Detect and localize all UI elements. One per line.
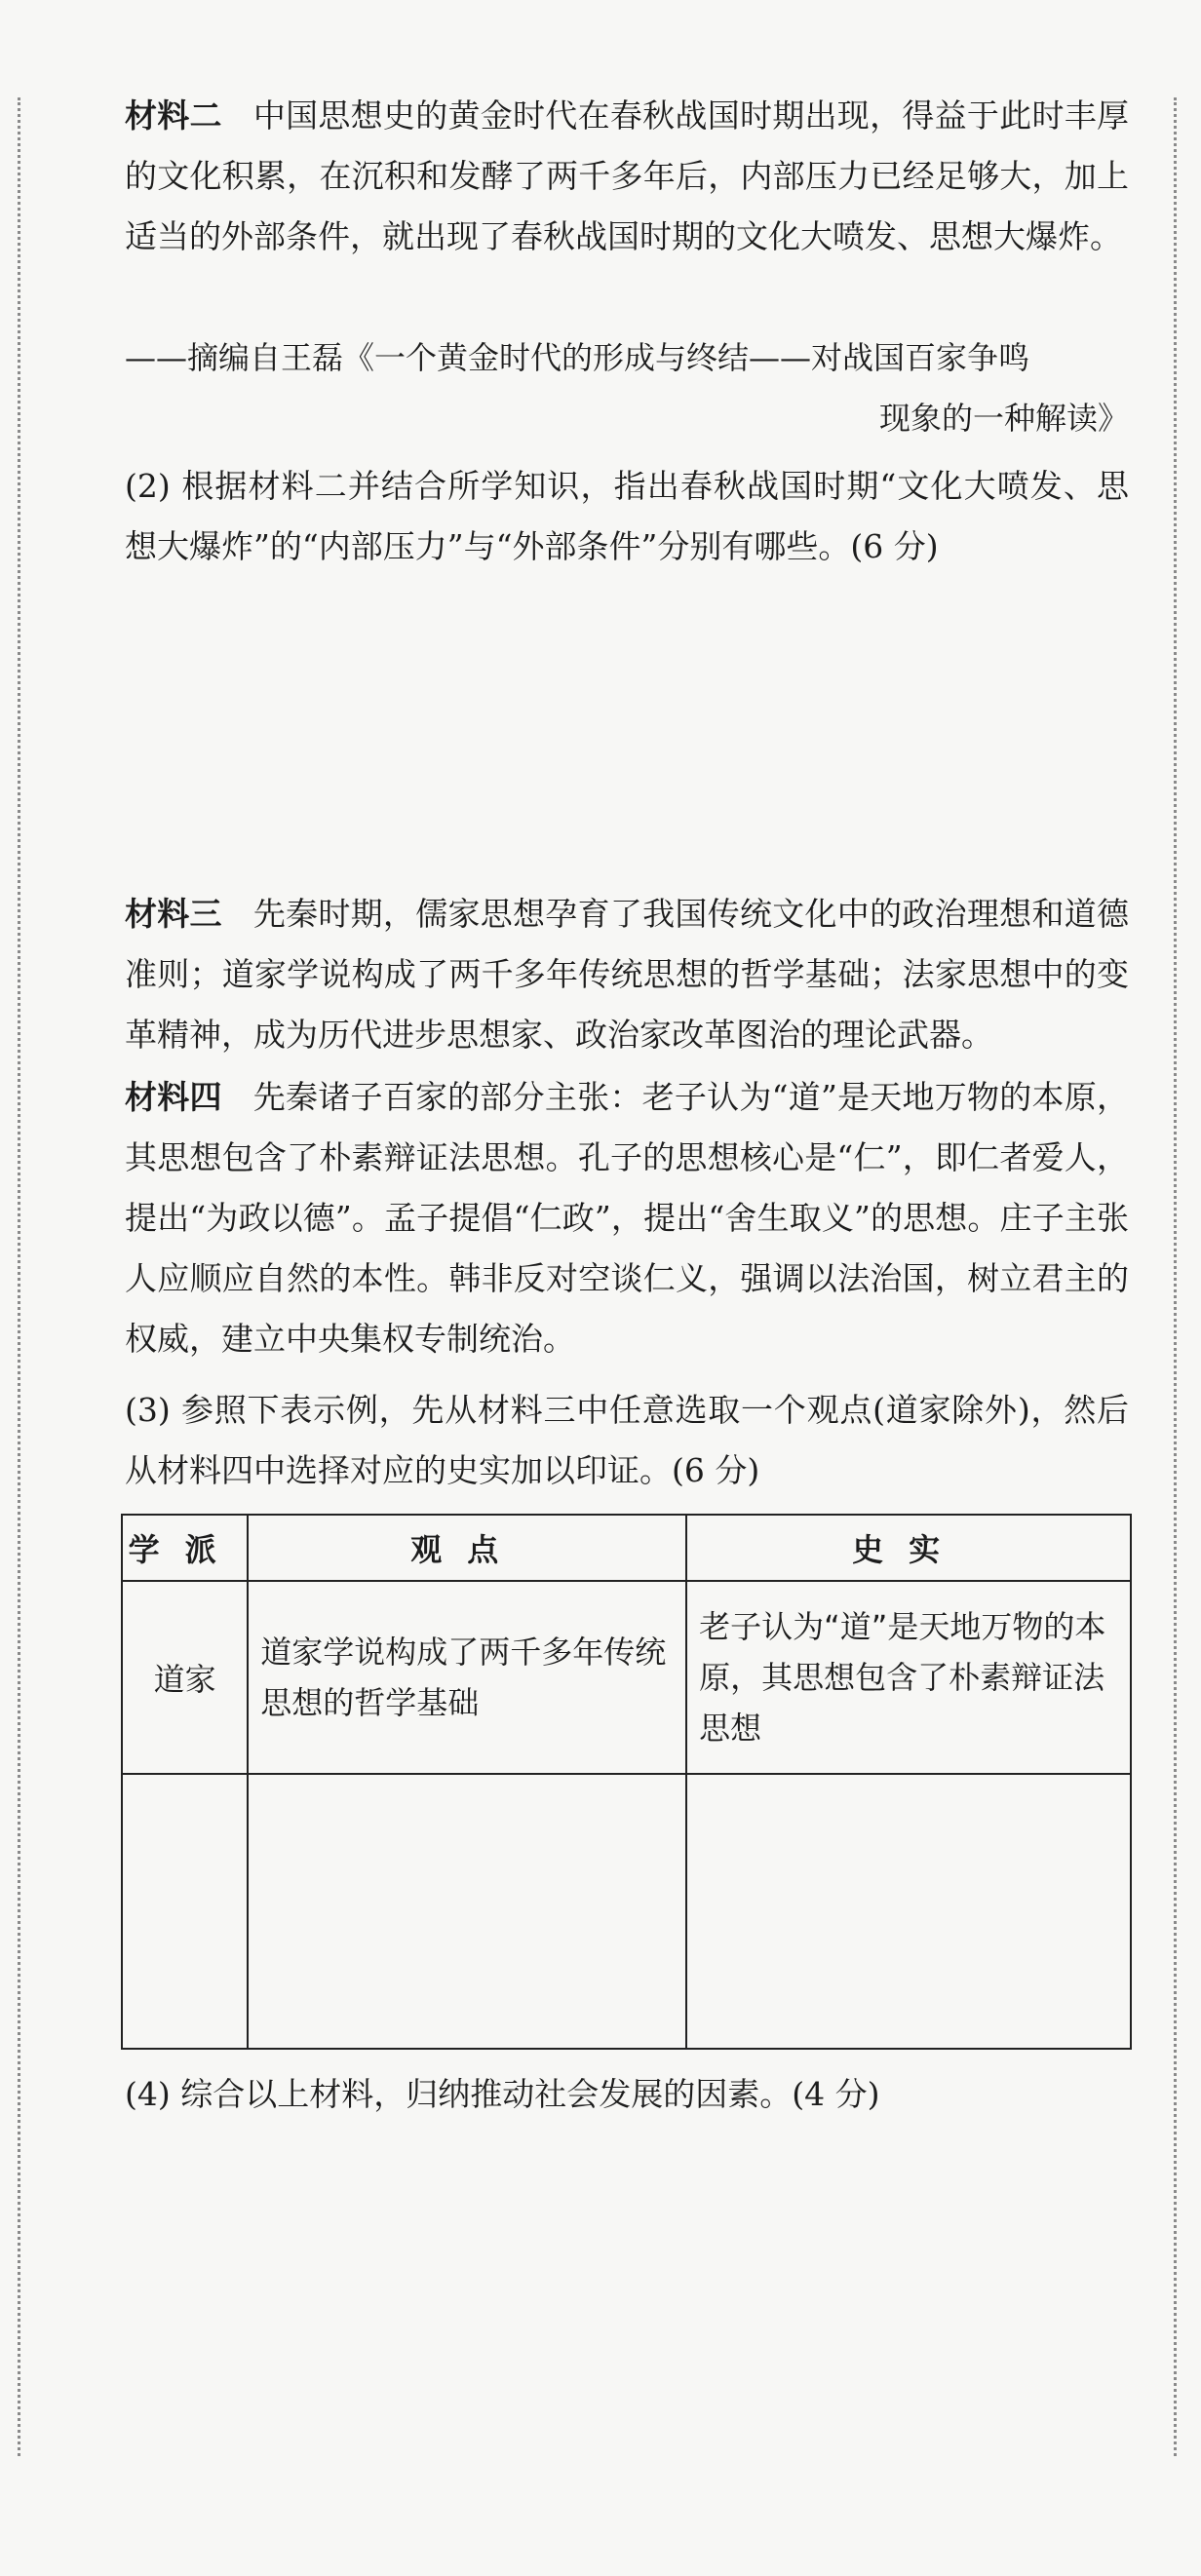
table-header-row bbox=[122, 1515, 1131, 1581]
example-school: 道家 bbox=[122, 1581, 248, 1774]
material-two-source bbox=[125, 327, 1129, 448]
header-viewpoint: 观点 bbox=[248, 1515, 686, 1581]
source-line-2: 现象的一种解读》 bbox=[878, 400, 1129, 437]
material-four-label: 材料四 bbox=[125, 1078, 222, 1116]
material-two-text: 中国思想史的黄金时代在春秋战国时期出现，得益于此时丰厚的文化积累，在沉积和发酵了两千多年后，内部压力已经足够大，加上适当的外部条件，就出现了春秋战国时期的文化大喷发、思想大爆炸。 bbox=[125, 96, 1130, 255]
source-line-1: ——摘编自王磊《一个黄金时代的形成与终结——对战国百家争鸣 bbox=[125, 339, 1030, 376]
blank-fact-cell[interactable] bbox=[686, 1774, 1131, 2049]
question-three: (3) 参照下表示例，先从材料三中任意选取一个观点(道家除外)，然后从材料四中选择对应的史实加以印证。(6 分) bbox=[125, 1391, 1129, 1489]
answer-table bbox=[121, 1514, 1132, 2050]
right-dotted-border bbox=[1174, 97, 1177, 2456]
left-dotted-border bbox=[18, 97, 20, 2456]
material-three bbox=[125, 884, 1129, 1065]
material-four bbox=[125, 1067, 1129, 1369]
blank-school-cell[interactable] bbox=[122, 1774, 248, 2049]
example-fact: 老子认为“道”是天地万物的本原，其思想包含了朴素辩证法思想 bbox=[686, 1581, 1131, 1774]
question-two: (2) 根据材料二并结合所学知识，指出春秋战国时期“文化大喷发、思想大爆炸”的“内部压力”与“外部条件”分别有哪些。(6 分) bbox=[125, 467, 1129, 565]
material-three-label: 材料三 bbox=[125, 895, 222, 933]
example-viewpoint: 道家学说构成了两千多年传统思想的哲学基础 bbox=[248, 1581, 686, 1774]
material-four-text: 先秦诸子百家的部分主张：老子认为“道”是天地万物的本原，其思想包含了朴素辩证法思想。孔子的思想核心是“仁”，即仁者爱人，提出“为政以德”。孟子提倡“仁政”，提出“舍生取义”的思想。庄子主张人应顺应自然的本性。韩非反对空谈仁义，强调以法治国，树立君主的权威，建立中央集权专制统治。 bbox=[125, 1078, 1130, 1358]
table-row-blank bbox=[122, 1774, 1131, 2049]
question-four: (4) 综合以上材料，归纳推动社会发展的因素。(4 分) bbox=[125, 2075, 880, 2113]
blank-viewpoint-cell[interactable] bbox=[248, 1774, 686, 2049]
table-row-example bbox=[122, 1581, 1131, 1774]
header-fact: 史实 bbox=[686, 1515, 1131, 1581]
material-three-text: 先秦时期，儒家思想孕育了我国传统文化中的政治理想和道德准则；道家学说构成了两千多年传统思想的哲学基础；法家思想中的变革精神，成为历代进步思想家、政治家改革图治的理论武器。 bbox=[125, 895, 1130, 1054]
material-two bbox=[125, 86, 1129, 267]
header-school: 学派 bbox=[122, 1515, 248, 1581]
material-two-label: 材料二 bbox=[125, 96, 222, 135]
